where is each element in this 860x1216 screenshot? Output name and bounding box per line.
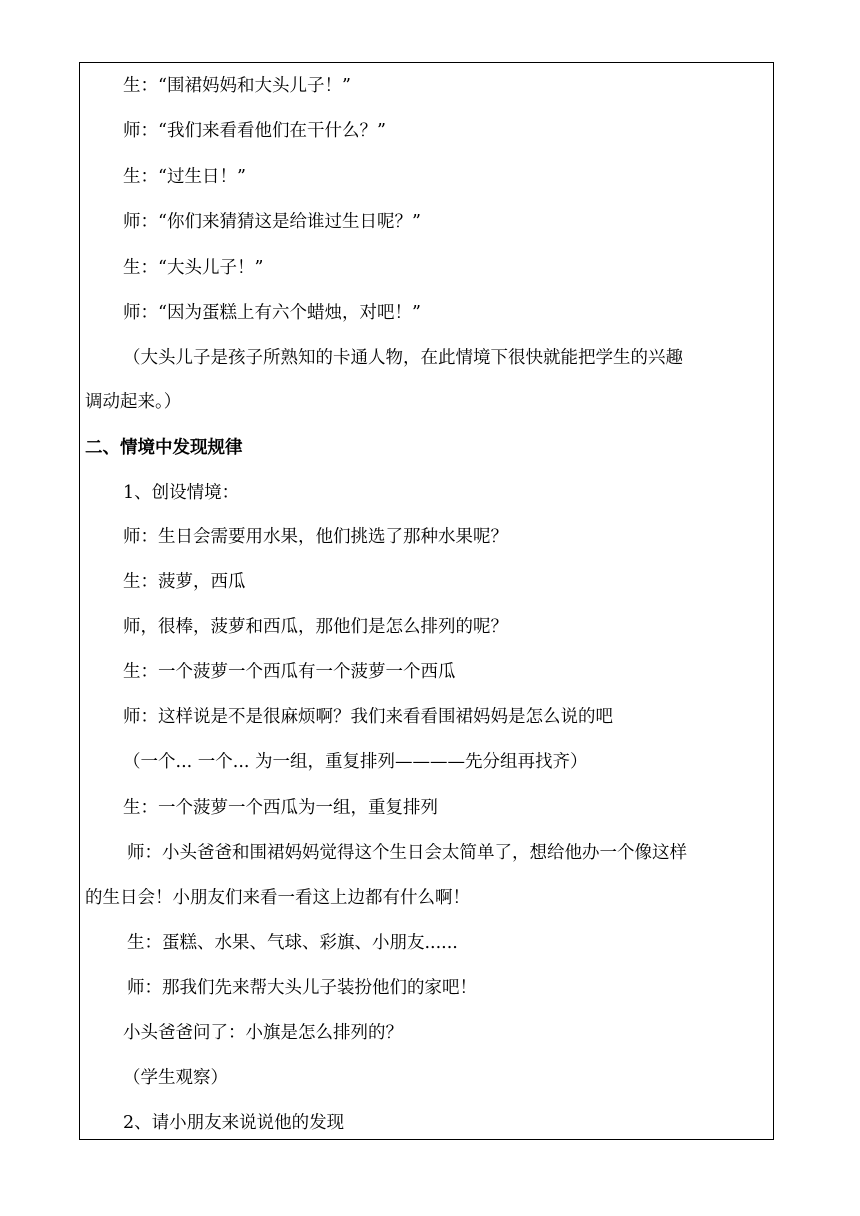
- dialogue-line: 师：这样说是不是很麻烦啊？我们来看看围裙妈妈是怎么说的吧: [123, 707, 613, 727]
- dialogue-line: 小头爸爸问了：小旗是怎么排列的？: [123, 1023, 403, 1043]
- dialogue-line: 师：“我们来看看他们在干什么？”: [123, 121, 386, 141]
- commentary-line: （一个... 一个... 为一组，重复排列————先分组再找齐）: [123, 752, 588, 772]
- section-heading: 二、情境中发现规律: [85, 438, 243, 458]
- dialogue-line: 生：“过生日！”: [123, 167, 246, 187]
- dialogue-line: 师：生日会需要用水果，他们挑选了那种水果呢？: [123, 527, 508, 547]
- commentary-line: 调动起来。）: [85, 392, 182, 412]
- commentary-line: （学生观察）: [123, 1068, 228, 1088]
- dialogue-line: 师：“你们来猜猜这是给谁过生日呢？”: [123, 212, 421, 232]
- dialogue-line: 生：一个菠萝一个西瓜有一个菠萝一个西瓜: [123, 662, 456, 682]
- dialogue-line: 的生日会！小朋友们来看一看这上边都有什么啊！: [85, 888, 470, 908]
- dialogue-line: 生：一个菠萝一个西瓜为一组，重复排列: [123, 798, 438, 818]
- step-heading: 2、请小朋友来说说他的发现: [123, 1113, 345, 1133]
- dialogue-line: 生：“大头儿子！”: [123, 258, 264, 278]
- dialogue-line: 师：那我们先来帮大头儿子装扮他们的家吧！: [127, 978, 477, 998]
- commentary-line: （大头儿子是孩子所熟知的卡通人物，在此情境下很快就能把学生的兴趣: [123, 348, 683, 368]
- dialogue-line: 师：小头爸爸和围裙妈妈觉得这个生日会太简单了，想给他办一个像这样: [127, 843, 687, 863]
- dialogue-line: 师：“因为蛋糕上有六个蜡烛，对吧！”: [123, 303, 421, 323]
- dialogue-line: 生：“围裙妈妈和大头儿子！”: [123, 76, 351, 96]
- dialogue-line: 生：蛋糕、水果、气球、彩旗、小朋友......: [127, 933, 458, 953]
- step-heading: 1、创设情境：: [123, 483, 240, 503]
- dialogue-line: 生：菠萝，西瓜: [123, 572, 246, 592]
- dialogue-line: 师，很棒，菠萝和西瓜，那他们是怎么排列的呢？: [123, 617, 508, 637]
